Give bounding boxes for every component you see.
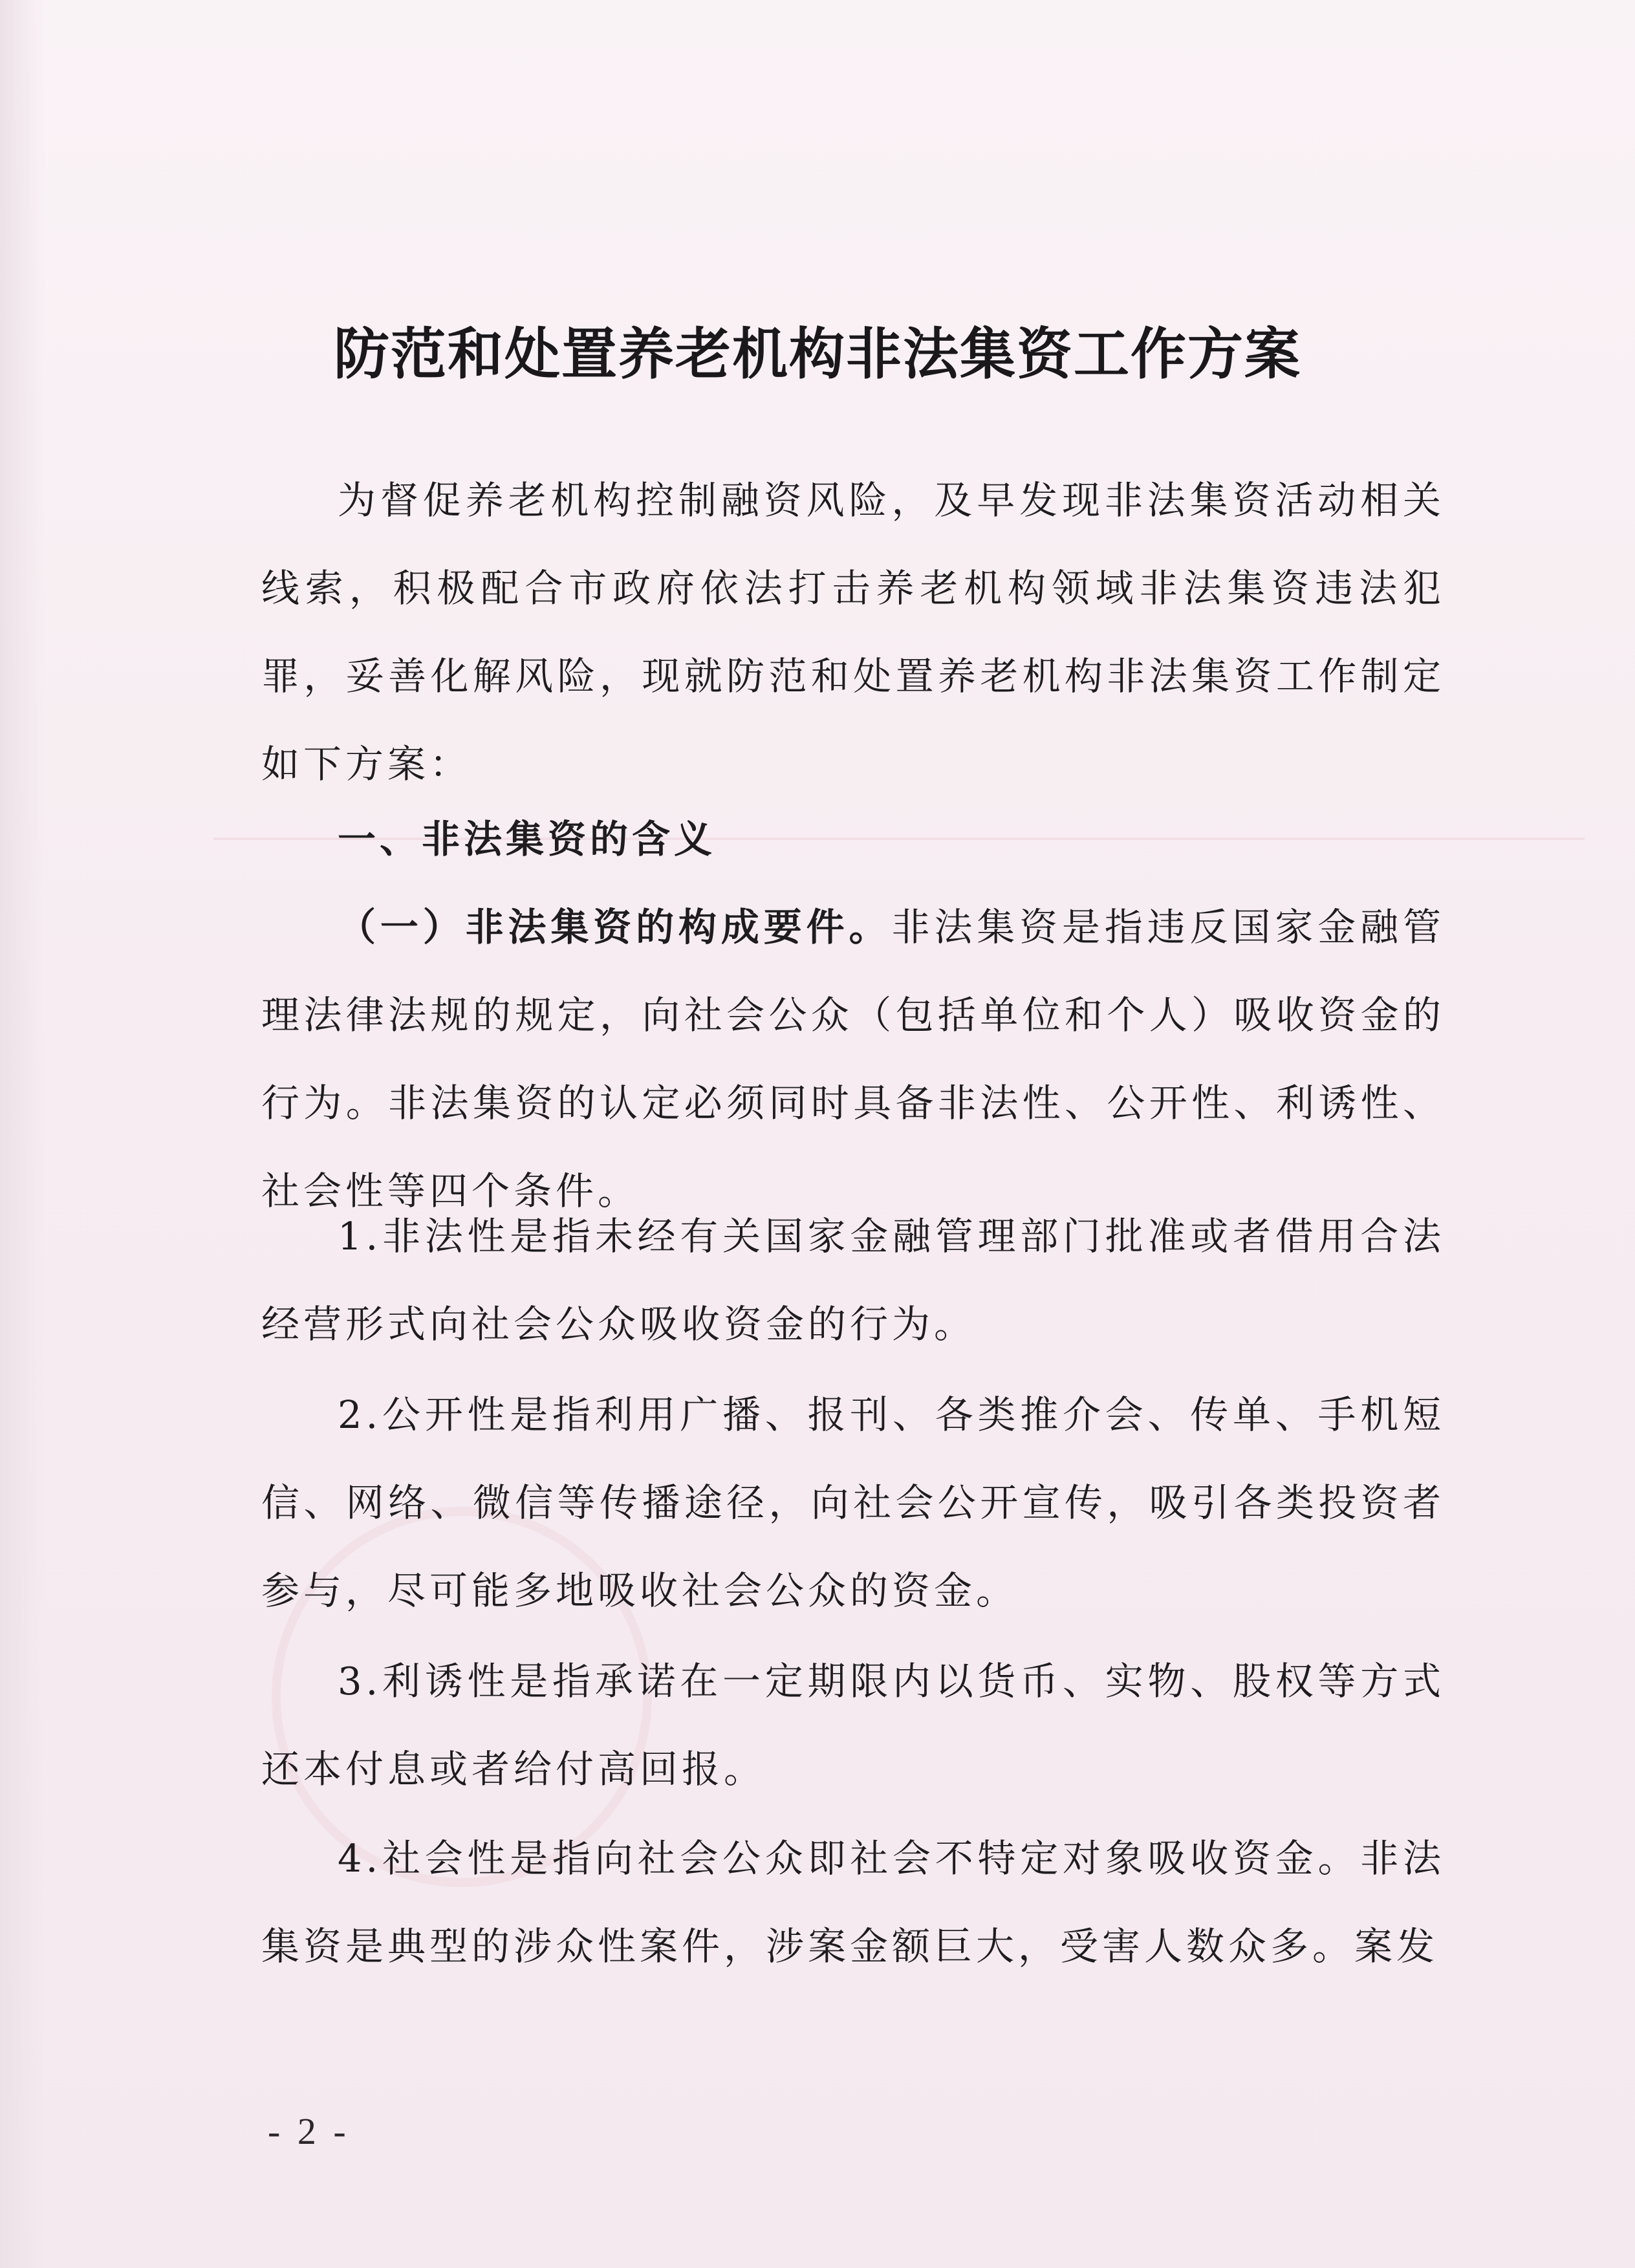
intro-paragraph: 为督促养老机构控制融资风险，及早发现非法集资活动相关线索，积极配合市政府依法打击养老机构领域非法集资违法犯罪，妥善化解风险，现就防范和处置养老机构非法集资工作制定如下方案： (261, 478, 1445, 786)
item-3-paragraph: 3.利诱性是指承诺在一定期限内以货币、实物、股权等方式还本付息或者给付高回报。 (261, 1659, 1445, 1791)
item-4-paragraph: 4.社会性是指向社会公众即社会不特定对象吸收资金。非法集资是典型的涉众性案件，涉案金额巨大，受害人数众多。案发 (261, 1836, 1445, 1969)
subsection-1-paragraph (261, 883, 1445, 1235)
page-number: - 2 - (268, 2110, 350, 2152)
item-2-paragraph: 2.公开性是指利用广播、报刊、各类推介会、传单、手机短信、网络、微信等传播途径，向社会公开宣传，吸引各类投资者参与，尽可能多地吸收社会公众的资金。 (261, 1392, 1445, 1613)
document-title: 防范和处置养老机构非法集资工作方案 (334, 322, 1301, 387)
subsection-1-lead: （一）非法集资的构成要件。 (338, 905, 892, 949)
section-heading-1: 一、非法集资的含义 (338, 817, 717, 861)
subsection-1-body: 非法集资是指违反国家金融管理法律法规的规定，向社会公众（包括单位和个人）吸收资金的行为。非法集资的认定必须同时具备非法性、公开性、利诱性、社会性等四个条件。 (261, 905, 1445, 1213)
item-1-paragraph: 1.非法性是指未经有关国家金融管理部门批准或者借用合法经营形式向社会公众吸收资金的行为。 (261, 1214, 1445, 1346)
